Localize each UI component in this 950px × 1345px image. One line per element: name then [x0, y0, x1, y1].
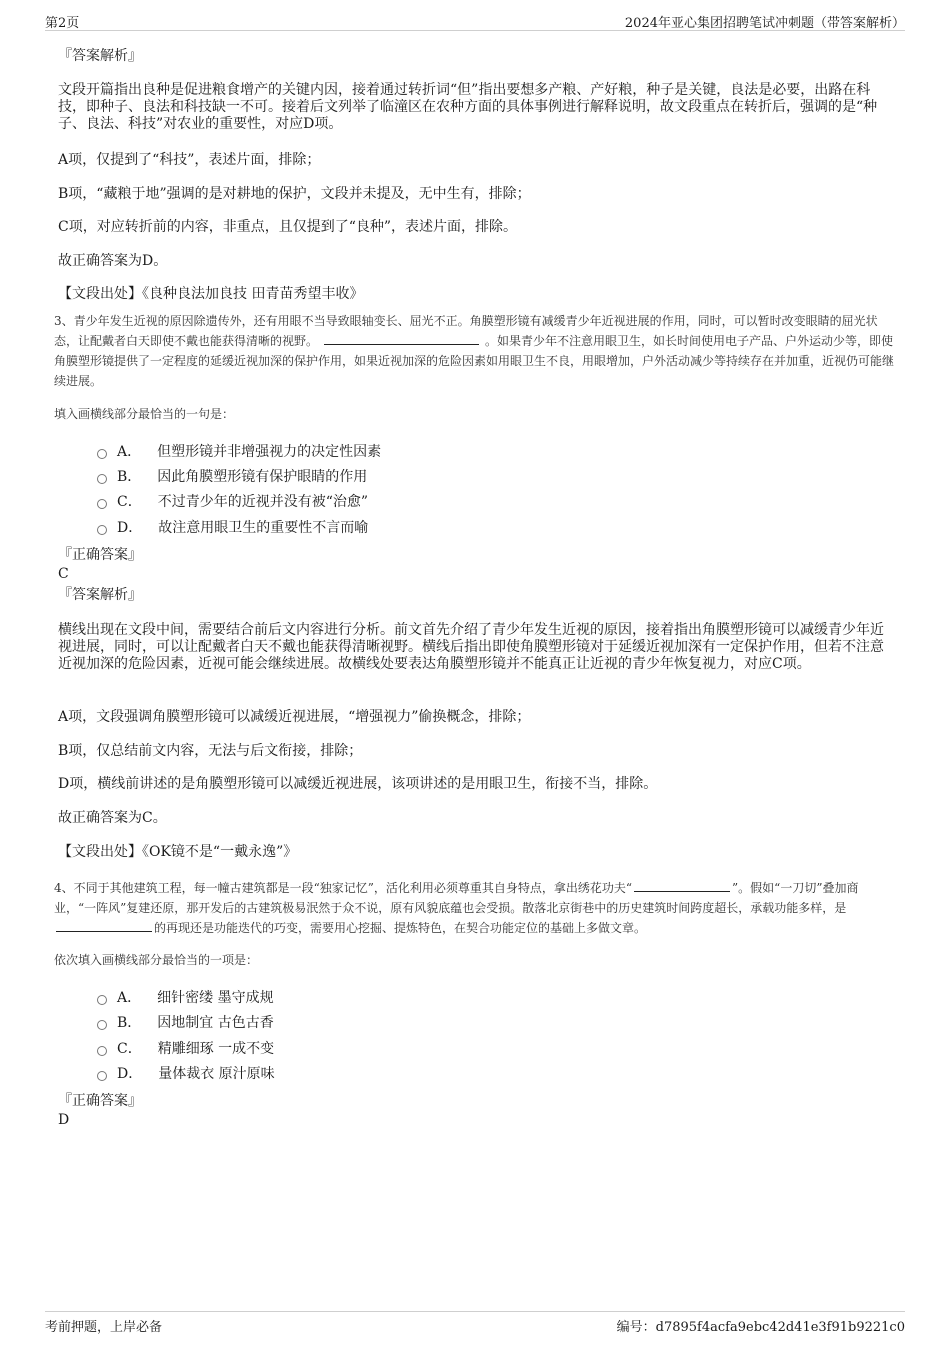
q2-source: 【文段出处】《良种良法加良技 田青苗秀望丰收》 — [58, 286, 364, 302]
footer-slogan: 考前押题，上岸必备 — [45, 1320, 163, 1335]
q3-source: 【文段出处】《OK镜不是“一戴永逸”》 — [58, 844, 298, 860]
q3-option-b-note: B项，仅总结前文内容，无法与后文衔接，排除； — [58, 743, 363, 759]
q4-option-c[interactable]: C． 精雕细琢 一成不变 — [97, 1039, 274, 1057]
q2-option-c-note: C项，对应转折前的内容，非重点，且仅提到了“良种”，表述片面，排除。 — [58, 219, 518, 235]
q3-analysis-label: 『答案解析』 — [58, 587, 142, 603]
radio-icon[interactable] — [97, 1020, 107, 1030]
q2-conclusion: 故正确答案为D。 — [58, 253, 168, 269]
q4-option-a[interactable]: A． 细针密缕 墨守成规 — [97, 988, 274, 1006]
q2-analysis-text: 文段开篇指出良种是促进粮食增产的关键内因，接着通过转折词“但”指出要想多产粮、产好粮，种子是关键，良法是必要，出路在科技，即种子、良法和科技缺一不可。接着后文列举了临潼区在农种方面的具体事例进行解释说明，故文段重点在转折后，强调的是“种子、良法、科技”对农业的重要性，对应D项。 — [58, 82, 878, 132]
q3-stem-part1: 3、青少年发生近视的原因除遗传外，还有用眼不当导致眼轴变长、屈光不正。角膜塑形镜有减缓青少年近视进展的作用，同时，可以暂时改变眼睛的屈光状态，让配戴者白天即使不戴也能获得清晰的视野。 — [54, 314, 878, 348]
q3-stem-part2: 。如果青少年不注意用眼卫生，如长时间使用电子产品、户外运动少等，即使角膜塑形镜提供了一定程度的延缓近视加深的保护作用，如果近视加深的危险因素如用眼卫生不良，用眼增加，户外活动减少等持续存在并加重，近视仍可能继续进展。 — [54, 334, 895, 388]
radio-icon[interactable] — [97, 1046, 107, 1056]
q4-option-b[interactable]: B． 因地制宜 古色古香 — [97, 1013, 274, 1031]
q3-answer: C — [58, 566, 69, 582]
page-number: 第2页 — [45, 16, 80, 31]
q3-option-d-note: D项，横线前讲述的是角膜塑形镜可以减缓近视进展，该项讲述的是用眼卫生，衔接不当，排除。 — [58, 776, 658, 792]
q4-stem-part3: 的再现还是功能迭代的巧变，需要用心挖掘、提炼特色，在契合功能定位的基础上多做文章。 — [154, 921, 647, 935]
q2-option-a-note: A项，仅提到了“科技”，表述片面，排除； — [58, 152, 321, 168]
q3-option-c[interactable]: C． 不过青少年的近视并没有被“治愈” — [97, 492, 368, 510]
document-title: 2024年亚心集团招聘笔试冲刺题（带答案解析） — [624, 16, 905, 31]
q4-answer: D — [58, 1112, 70, 1128]
radio-icon[interactable] — [97, 995, 107, 1005]
radio-icon[interactable] — [97, 1071, 107, 1081]
q4-prompt: 依次填入画横线部分最恰当的一项是： — [54, 953, 259, 967]
q4-blank-1 — [634, 879, 730, 892]
radio-icon[interactable] — [97, 474, 107, 484]
q3-prompt: 填入画横线部分最恰当的一句是： — [54, 407, 235, 421]
q3-option-b[interactable]: B． 因此角膜塑形镜有保护眼睛的作用 — [97, 467, 367, 485]
q3-blank — [324, 332, 479, 345]
q4-option-d[interactable]: D． 量体裁衣 原汁原味 — [97, 1064, 275, 1082]
footer-serial: 编号：d7895f4acfa9ebc42d41e3f91b9221c0 — [616, 1320, 905, 1335]
page-header — [45, 12, 905, 31]
q3-option-d[interactable]: D． 故注意用眼卫生的重要性不言而喻 — [97, 518, 368, 536]
q3-conclusion: 故正确答案为C。 — [58, 810, 167, 826]
q4-blank-2 — [56, 919, 152, 932]
q4-answer-label: 『正确答案』 — [58, 1093, 142, 1109]
page-footer — [45, 1311, 905, 1339]
q3-option-a[interactable]: A． 但塑形镜并非增强视力的决定性因素 — [97, 442, 381, 460]
q2-option-b-note: B项，“藏粮于地”强调的是对耕地的保护，文段并未提及，无中生有，排除； — [58, 186, 531, 202]
q4-stem — [54, 878, 896, 938]
q4-stem-part1: 4、不同于其他建筑工程，每一幢古建筑都是一段“独家记忆”，活化利用必须尊重其自身特点，拿出绣花功夫“ — [54, 881, 633, 895]
q4-stem-part2: ”。假如“一刀切”叠加商业，“一阵风”复建还原，那开发后的古建筑极易泯然于众不说，原有风貌底蕴也会受损。散落北京街巷中的历史建筑时间跨度超长，承载功能多样，是 — [54, 881, 859, 915]
radio-icon[interactable] — [97, 525, 107, 535]
q3-option-a-note: A项，文段强调角膜塑形镜可以减缓近视进展，“增强视力”偷换概念，排除； — [58, 709, 531, 725]
radio-icon[interactable] — [97, 449, 107, 459]
q2-analysis-label: 『答案解析』 — [58, 48, 142, 64]
q3-answer-label: 『正确答案』 — [58, 547, 142, 563]
q3-stem — [54, 311, 896, 391]
q3-analysis-text: 横线出现在文段中间，需要结合前后文内容进行分析。前文首先介绍了青少年发生近视的原因，接着指出角膜塑形镜可以减缓青少年近视进展，同时，可以让配戴者白天不戴也能获得清晰视野。横线后指出即使角膜塑形镜对于延缓近视加深有一定保护作用，但若不注意近视加深的危险因素，近视可能会继续进展。故横线处要表达角膜塑形镜并不能真正让近视的青少年恢复视力，对应C项。 — [58, 622, 884, 672]
radio-icon[interactable] — [97, 499, 107, 509]
